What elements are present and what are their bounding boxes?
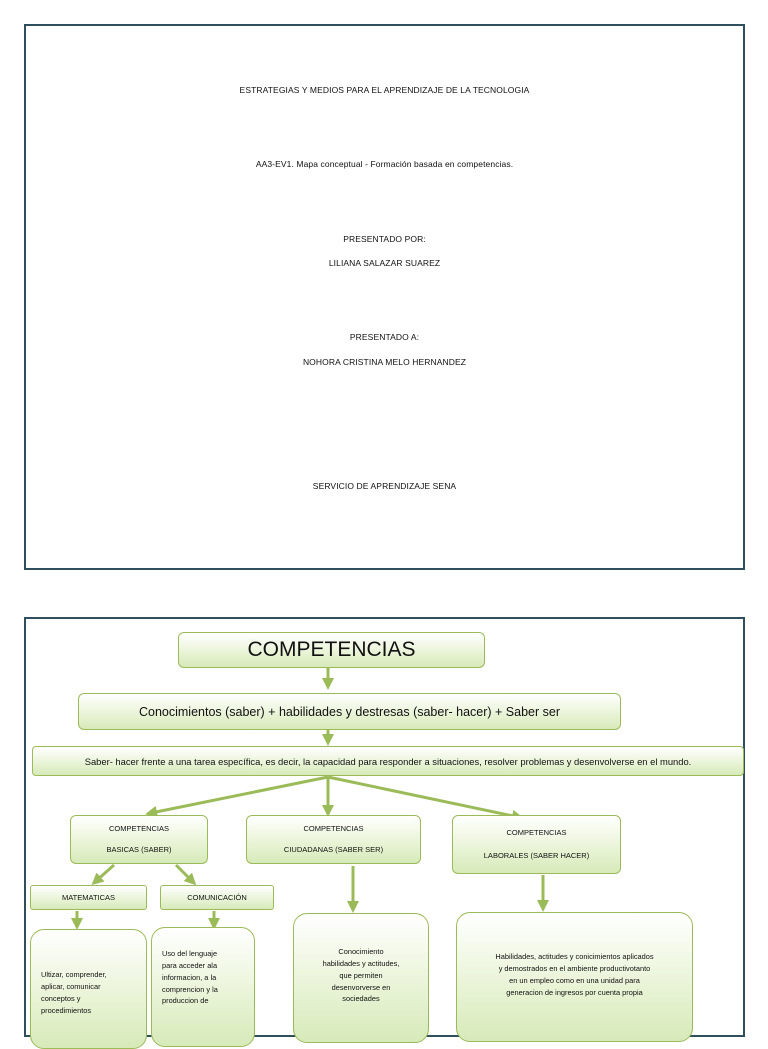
basicas-box — [70, 815, 208, 864]
comunicacion-desc — [162, 948, 218, 1007]
presented-to-label: PRESENTADO A: — [349, 332, 420, 342]
basicas-line1: COMPETENCIAS — [108, 824, 169, 834]
competencias-title-box — [178, 632, 485, 668]
ciudadanas-desc — [323, 946, 400, 1005]
presented-by-name: LILIANA SALAZAR SUAREZ — [328, 258, 441, 268]
laborales-desc-line: en un empleo como en una unidad para — [509, 975, 640, 985]
comunicacion-desc-line: produccion de — [162, 996, 209, 1006]
institution-name: SERVICIO DE APRENDIZAJE SENA — [312, 481, 457, 491]
laborales-line1: COMPETENCIAS — [506, 828, 567, 838]
comunicacion-desc-line: informacion, a la — [162, 972, 217, 982]
matematicas-desc-line: Ultizar, comprender, — [41, 970, 107, 979]
laborales-line2: LABORALES (SABER HACER) — [483, 851, 590, 860]
description-text: Saber- hacer frente a una tarea específica, es decir, la capacidad para responder a situaciones, resolver problemas y desenvolverse en el mundo. — [84, 755, 692, 767]
laborales-desc-box — [456, 912, 693, 1042]
ciudadanas-desc-line: habilidades y actitudes, — [322, 958, 400, 968]
arrow-to-matematicas — [96, 865, 114, 881]
ciudadanas-desc-line: desenvorverse en — [331, 982, 391, 992]
comunicacion-desc-line: para acceder ala — [162, 960, 218, 970]
laborales-desc-line: Habilidades, actitudes y conicimientos aplicados — [495, 952, 654, 961]
matematicas-desc — [41, 969, 107, 1016]
description-box — [32, 746, 744, 776]
matematicas-desc-line: conceptos y — [41, 993, 81, 1003]
matematicas-box — [30, 885, 147, 910]
concept-map-slide — [24, 617, 745, 1037]
competencias-title: COMPETENCIAS — [247, 638, 416, 661]
definition-box — [78, 693, 621, 730]
ciudadanas-line2: CIUDADANAS (SABER SER) — [283, 845, 384, 854]
comunicacion-desc-box — [151, 927, 255, 1047]
laborales-desc — [495, 951, 653, 998]
matematicas-label: MATEMATICAS — [61, 892, 116, 902]
ciudadanas-desc-line: Conocimiento — [338, 947, 384, 956]
matematicas-desc-line: procedimientos — [41, 1005, 92, 1015]
definition-text: Conocimientos (saber) + habilidades y destresas (saber- hacer) + Saber ser — [138, 704, 561, 719]
comunicacion-desc-line: Uso del lenguaje — [162, 949, 218, 958]
arrow-to-comunicacion — [176, 865, 192, 881]
arrow-to-laborales — [328, 777, 518, 817]
laborales-desc-line: y demostrados en el ambiente productivotanto — [498, 963, 651, 973]
comunicacion-box — [160, 885, 274, 910]
course-title: ESTRATEGIAS Y MEDIOS PARA EL APRENDIZAJE DE LA TECNOLOGIA — [239, 85, 530, 95]
cover-slide — [24, 24, 745, 570]
laborales-box — [452, 815, 621, 874]
ciudadanas-line1: COMPETENCIAS — [303, 824, 364, 834]
basicas-line2: BASICAS (SABER) — [106, 845, 172, 854]
activity-title: AA3-EV1. Mapa conceptual - Formación basada en competencias. — [255, 159, 514, 169]
ciudadanas-desc-line: que permiten — [339, 970, 383, 980]
arrow-to-basicas — [151, 777, 328, 813]
presented-to-name: NOHORA CRISTINA MELO HERNANDEZ — [302, 357, 467, 367]
matematicas-desc-line: aplicar, comunicar — [41, 981, 101, 991]
ciudadanas-desc-line: sociedades — [342, 994, 380, 1004]
presented-by-label: PRESENTADO POR: — [343, 234, 426, 244]
ciudadanas-box — [246, 815, 421, 864]
laborales-desc-line: generacion de ingresos por cuenta propia — [506, 987, 643, 997]
matematicas-desc-box — [30, 929, 147, 1049]
comunicacion-label: COMUNICACIÓN — [187, 892, 247, 902]
comunicacion-desc-line: comprencion y la — [162, 984, 218, 994]
